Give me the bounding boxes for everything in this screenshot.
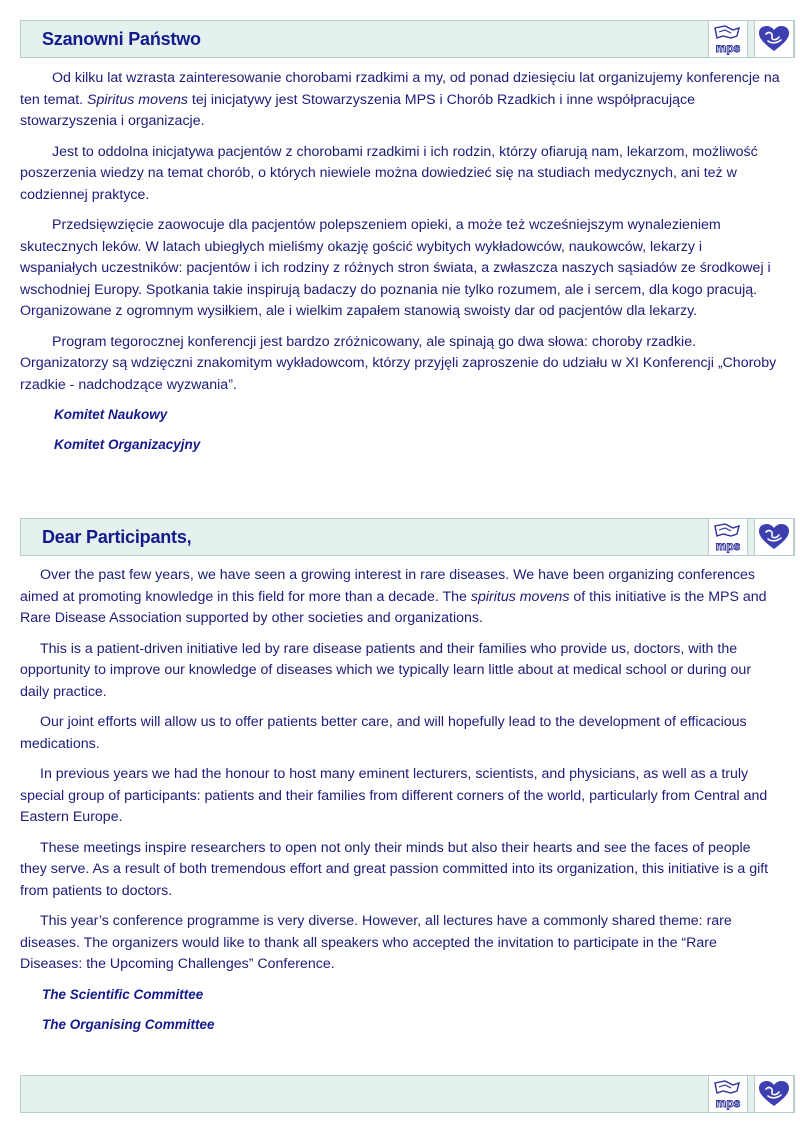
pl-paragraph-1: Od kilku lat wzrasta zainteresowanie chorobami rzadkimi a my, od ponad dziesięciu lat organizujemy konferencje na ten temat. Spiritus movens tej inicjatywy jest Stowarzyszenia MPS i Chorób Rzadkich i inne współpracujące stowarzyszenia i organizacje. xyxy=(20,70,780,129)
svg-text:mps: mps xyxy=(715,539,741,553)
en-paragraph-2: This is a patient-driven initiative led by rare disease patients and their families who provide us, doctors, with the opportunity to improve our knowledge of diseases which we typically learn little about at medical school or during our daily practice. xyxy=(20,640,752,700)
en-signature-organizing: The Organising Committee xyxy=(42,1016,215,1032)
pl-paragraph-2: Jest to oddolna inicjatywa pacjentów z chorobami rzadkimi i ich rodzin, którzy ofiarują nam, lekarzom, możliwość poszerzenia wiedzy na temat chorób, o których niewiele można dowiedzieć się na studiach medycznych, ani też w codziennej praktyce. xyxy=(20,143,758,203)
pl-header-banner xyxy=(20,20,795,58)
pl-page-title: Szanowni Państwo xyxy=(42,29,201,49)
pl-paragraph-3: Przedsięwzięcie zaowocuje dla pacjentów polepszeniem opieki, a może też wcześniejszym wynalezieniem skutecznych leków. W latach ubiegłych mieliśmy okazję gościć wybitych wykładowców, naukowców, lekarzy i wspaniałych uczestników: pacjentów i ich rodziny z różnych stron świata, a zwłaszcza naszych sąsiadów ze środkowej i wschodniej Europy. Spotkania takie inspirują badaczy do poznania nie tylko rozumem, ale i sercem, dla kogo pracują. Organizowane z ogromnym wysiłkiem, ale i wielkim zapałem stanowią swoisty dar od pacjentów dla lekarzy. xyxy=(20,217,771,319)
footer-banner xyxy=(20,1075,795,1113)
en-paragraph-5: These meetings inspire researchers to open not only their minds but also their hearts and see the faces of people they serve. As a result of both tremendous effort and great passion committed into its organization, this initiative is a gift from patients to doctors. xyxy=(20,839,769,899)
en-page-title: Dear Participants, xyxy=(42,527,192,547)
pl-signature-organizing: Komitet Organizacyjny xyxy=(54,437,201,452)
en-header-banner xyxy=(20,518,795,556)
heart-logo-icon xyxy=(754,1075,794,1113)
svg-text:mps: mps xyxy=(715,41,741,55)
en-paragraph-3: Our joint efforts will allow us to offer patients better care, and will hopefully lead to the development of efficacious medications. xyxy=(20,714,747,752)
mps-logo-icon xyxy=(708,518,748,556)
en-signature-scientific: The Scientific Committee xyxy=(42,986,204,1002)
mps-logo-icon xyxy=(708,1075,748,1113)
en-paragraph-6: This year’s conference programme is very diverse. However, all lectures have a commonly shared theme: rare diseases. The organizers would like to thank all speakers who accepted the invitation to participate in the “Rare Diseases: the Upcoming Challenges” Conference. xyxy=(20,913,732,972)
pl-letter xyxy=(20,68,780,465)
svg-text:mps: mps xyxy=(715,1096,741,1110)
mps-logo-icon xyxy=(708,20,748,58)
pl-signature-scientific: Komitet Naukowy xyxy=(54,407,168,422)
heart-logo-icon xyxy=(754,518,794,556)
heart-logo-icon xyxy=(754,20,794,58)
pl-paragraph-4: Program tegorocznej konferencji jest bardzo zróżnicowany, ale spinają go dwa słowa: choroby rzadkie. Organizatorzy są wdzięczni znakomitym wykładowcom, którzy przyjęli zaproszenie do udziału w XI Konferencji „Choroby rzadkie - nadchodzące wyzwania”. xyxy=(20,333,777,393)
en-paragraph-4: In previous years we had the honour to host many eminent lecturers, scientists, and physicians, as well as a truly special group of participants: patients and their families from different corners of the world, particularly from Central and Eastern Europe. xyxy=(20,766,768,825)
en-paragraph-1: Over the past few years, we have seen a growing interest in rare diseases. We have been organizing conferences aimed at promoting knowledge in this field for more than a decade. The spiritus movens of this initiative is the MPS and Rare Disease Association supported by other societies and organizations. xyxy=(20,567,767,626)
en-letter xyxy=(20,565,780,1045)
